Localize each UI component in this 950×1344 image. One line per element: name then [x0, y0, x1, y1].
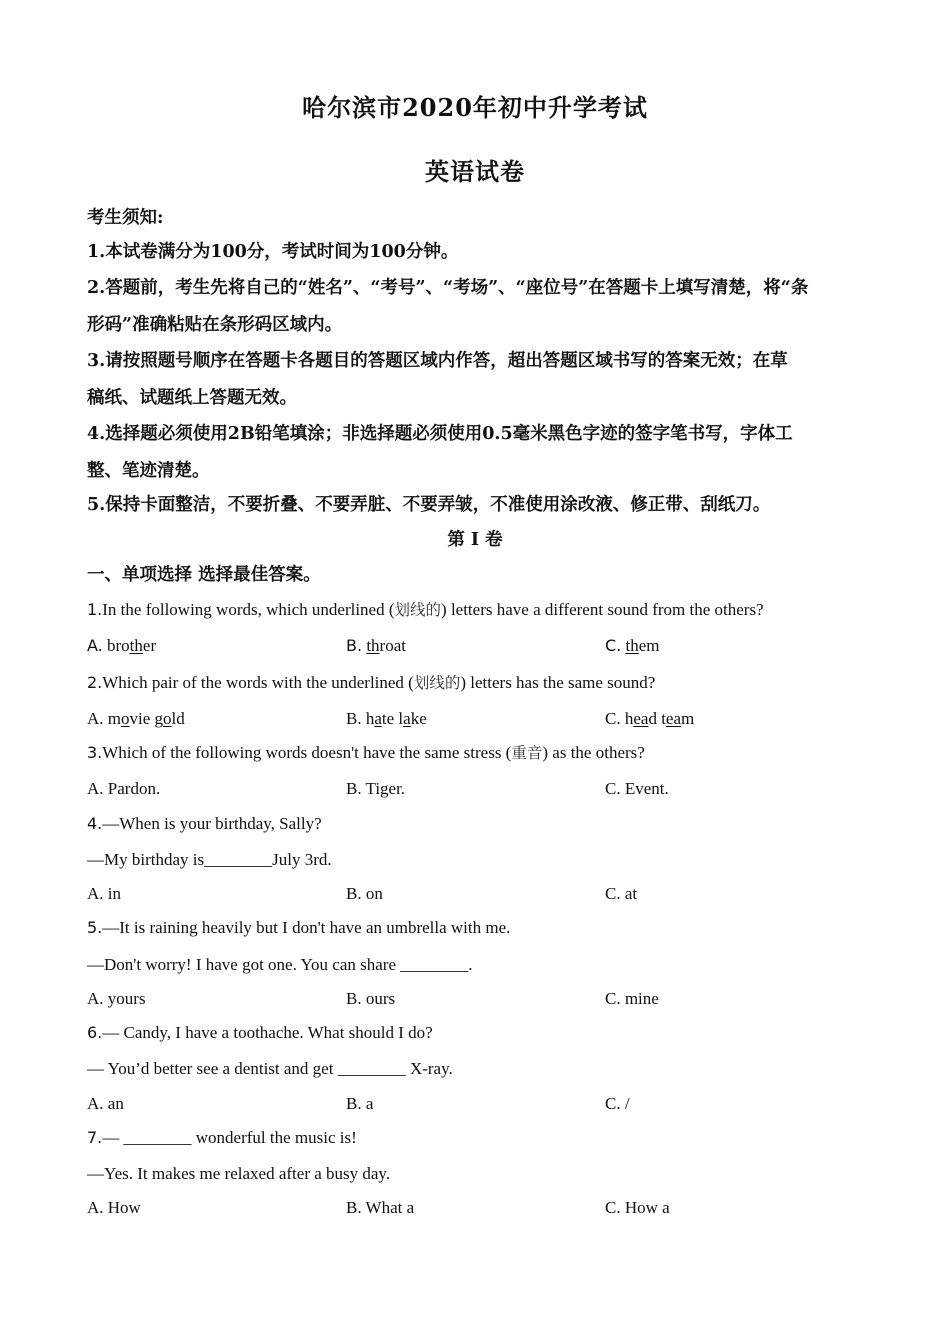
underlined-letters: a	[374, 709, 382, 728]
option-letter: A.	[87, 636, 103, 655]
underlined-letters: o	[121, 709, 130, 728]
question-7	[87, 1127, 887, 1149]
question-4-reply: —My birthday is________July 3rd.	[87, 850, 332, 869]
underlined-letters: th	[129, 636, 143, 655]
question-text: —It is raining heavily but I don't have an umbrella with me.	[102, 918, 511, 937]
option-text: m	[681, 709, 695, 728]
option-text: er	[142, 636, 157, 655]
options-row	[87, 1093, 887, 1115]
option-b: B. Tiger.	[346, 779, 406, 798]
option-c: C. /	[605, 1094, 630, 1113]
options-row	[87, 635, 887, 657]
question-3	[87, 742, 887, 764]
option-c	[605, 635, 660, 657]
underlined-letters: a	[403, 709, 411, 728]
question-number: 1.	[87, 600, 103, 619]
question-text: Which of the following words doesn't have the same stress (	[102, 743, 512, 762]
option-c: C. mine	[605, 989, 659, 1008]
notice-line: 2.答题前，考生先将自己的“姓名”、“考号”、“考场”、“座位号”在答题卡上填写清楚，将“条	[87, 278, 809, 298]
question-text: ) letters have a different sound from the others?	[441, 600, 764, 619]
question-number: 3.	[87, 743, 103, 762]
option-a: A. How	[87, 1198, 141, 1217]
notice-heading: 考生须知:	[87, 208, 164, 228]
section-heading: 一、单项选择 选择最佳答案。	[87, 565, 321, 585]
question-1	[87, 599, 887, 621]
notice-line: 形码”准确粘贴在条形码区域内。	[87, 315, 343, 335]
option-c: C. Event.	[605, 779, 669, 798]
options-row	[87, 988, 887, 1010]
options-row	[87, 708, 887, 730]
question-number: 2.	[87, 673, 103, 692]
question-number: 5.	[87, 918, 103, 937]
option-text: h	[620, 709, 634, 728]
underlined-letters: th	[366, 636, 380, 655]
question-text: —When is your birthday, Sally?	[102, 814, 322, 833]
notice-line: 4.选择题必须使用2B铅笔填涂；非选择题必须使用0.5毫米黑色字迹的签字笔书写，字体工	[87, 424, 793, 444]
question-7-reply: —Yes. It makes me relaxed after a busy day.	[87, 1164, 391, 1183]
option-letter: A.	[87, 709, 104, 728]
question-number: 7.	[87, 1128, 103, 1147]
option-text: ld	[171, 709, 185, 728]
option-letter: B.	[346, 636, 363, 655]
option-letter: C.	[605, 709, 621, 728]
notice-line: 稿纸、试题纸上答题无效。	[87, 388, 297, 408]
question-text: — ________ wonderful the music is!	[102, 1128, 357, 1147]
question-note: 重音	[511, 744, 543, 762]
notice-line: 3.请按照题号顺序在答题卡各题目的答题区域内作答，超出答题区域书写的答案无效；在草	[87, 351, 788, 371]
underlined-letters: ea	[665, 709, 682, 728]
options-row	[87, 778, 887, 800]
question-text: Which pair of the words with the underlined (	[102, 673, 414, 692]
option-b	[346, 635, 406, 657]
question-number: 4.	[87, 814, 103, 833]
volume-heading: 第 I 卷	[447, 530, 503, 550]
question-2	[87, 672, 887, 694]
question-number: 6.	[87, 1023, 103, 1042]
option-text: m	[103, 709, 122, 728]
option-text: te l	[381, 709, 404, 728]
notice-line: 5.保持卡面整洁，不要折叠、不要弄脏、不要弄皱，不准使用涂改液、修正带、刮纸刀。	[87, 495, 771, 515]
question-text: In the following words, which underlined (	[102, 600, 395, 619]
option-a: A. Pardon.	[87, 779, 161, 798]
option-text: d t	[648, 709, 666, 728]
option-text: h	[361, 709, 375, 728]
option-text: roat	[379, 636, 406, 655]
option-c: C. at	[605, 884, 638, 903]
option-letter: C.	[605, 636, 622, 655]
underlined-letters: th	[625, 636, 639, 655]
notice-line: 1.本试卷满分为100分，考试时间为100分钟。	[87, 242, 459, 262]
question-text: ) letters has the same sound?	[460, 673, 656, 692]
option-letter: B.	[346, 709, 362, 728]
option-b	[346, 708, 427, 730]
option-text: bro	[102, 636, 130, 655]
option-b: B. What a	[346, 1198, 415, 1217]
question-5	[87, 917, 887, 939]
options-row	[87, 1197, 887, 1219]
option-a: A. in	[87, 884, 121, 903]
option-a	[87, 635, 156, 657]
question-text: ) as the others?	[542, 743, 645, 762]
option-a: A. yours	[87, 989, 146, 1008]
option-b: B. on	[346, 884, 383, 903]
exam-subtitle: 英语试卷	[425, 157, 525, 186]
underlined-letters: ea	[633, 709, 649, 728]
exam-title: 哈尔滨市2020年初中升学考试	[302, 93, 648, 122]
question-6-reply: — You’d better see a dentist and get ________ X-ray.	[87, 1059, 453, 1078]
option-a: A. an	[87, 1094, 124, 1113]
question-4	[87, 813, 887, 835]
option-text: ke	[410, 709, 427, 728]
question-6	[87, 1022, 887, 1044]
option-b: B. ours	[346, 989, 396, 1008]
option-text: vie g	[129, 709, 164, 728]
option-c	[605, 708, 694, 730]
notice-line: 整、笔迹清楚。	[87, 461, 210, 481]
question-note: 划线的	[413, 674, 461, 692]
option-text: em	[638, 636, 660, 655]
question-5-reply: —Don't worry! I have got one. You can share ________.	[87, 955, 473, 974]
option-b: B. a	[346, 1094, 374, 1113]
option-c: C. How a	[605, 1198, 670, 1217]
options-row	[87, 883, 887, 905]
question-note: 划线的	[394, 601, 442, 619]
question-text: — Candy, I have a toothache. What should I do?	[102, 1023, 433, 1042]
underlined-letters: o	[163, 709, 172, 728]
option-a	[87, 708, 185, 730]
